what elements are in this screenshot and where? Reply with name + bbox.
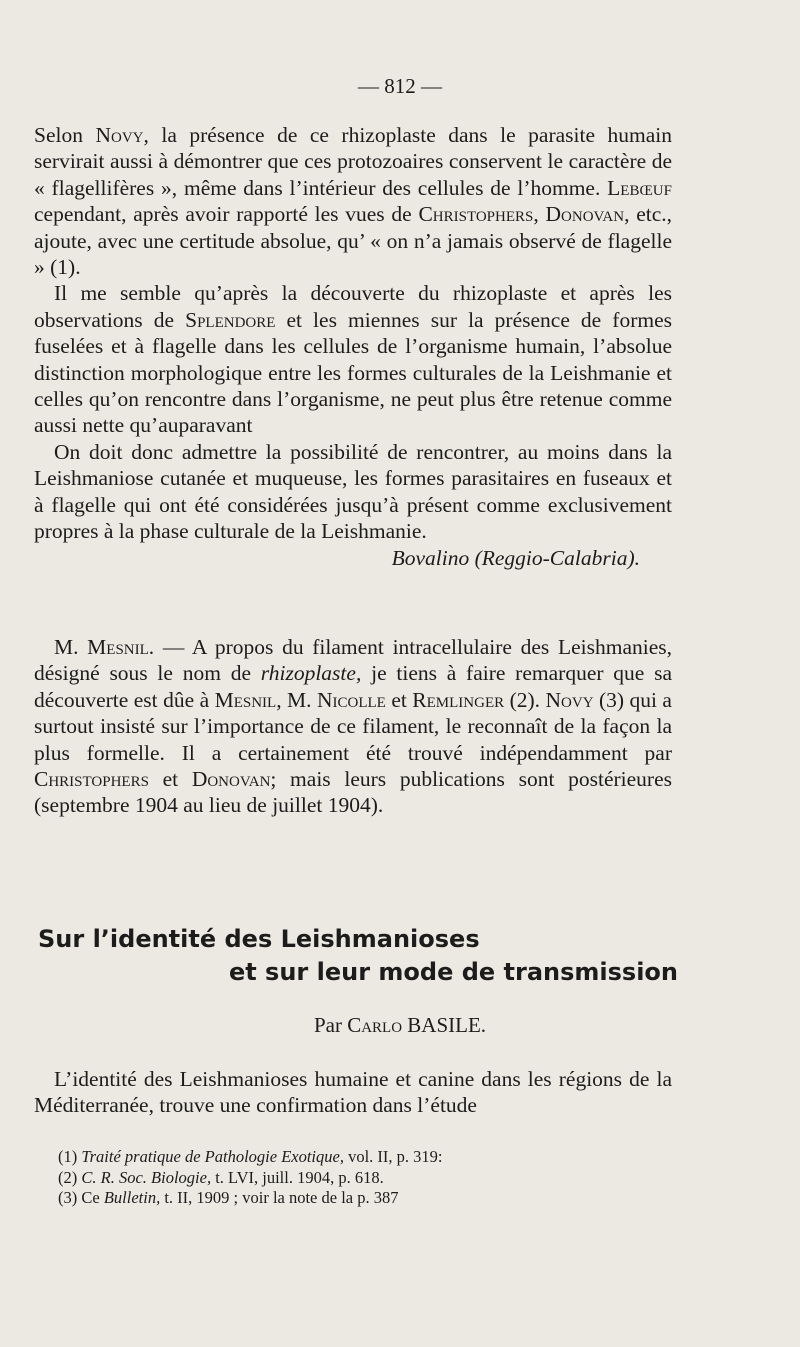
first-article-text: [34, 122, 672, 571]
footnote-source: C. R. Soc. Biologie,: [81, 1167, 212, 1187]
paragraph: L’identité des Leishmanioses humaine et canine dans les régions de la Méditerranée, trouve une confirmation dans l’étude: [34, 1067, 672, 1118]
author-name: Splendore: [185, 307, 276, 332]
author-name: Donovan: [191, 767, 271, 792]
text-span: Il me semble qu’après la découverte du rhizoplaste et après les observations de: [34, 281, 672, 332]
page-number: — 812 —: [358, 74, 442, 98]
text-span: et: [148, 767, 192, 792]
footnote-number: (3) Ce: [58, 1188, 104, 1207]
footnote-detail: t. LVI, juill. 1904, p. 618.: [211, 1167, 384, 1187]
author-line: [0, 1013, 800, 1038]
footnote-number: (1): [58, 1147, 82, 1166]
text-span: ,: [533, 202, 546, 227]
author-name: Christophers: [34, 767, 149, 792]
text-span: Selon: [34, 123, 96, 147]
author-prefix: Par: [313, 1013, 348, 1037]
text-span: cependant, après avoir rapporté les vues de: [34, 202, 419, 227]
footnote-number: (2): [58, 1167, 82, 1187]
text-span: je tiens à faire remarquer que sa découverte est dûe à: [34, 661, 672, 712]
footnote: [58, 1147, 443, 1168]
author-name: Mesnil: [214, 687, 277, 712]
author-name: Lebœuf: [607, 175, 672, 200]
paragraph: [34, 122, 672, 280]
article-body: [34, 1066, 672, 1119]
paragraph: [34, 634, 672, 819]
mesnil-comment: [34, 634, 672, 819]
signature-location: Bovalino (Reggio-Calabria).: [391, 545, 640, 570]
footnote-source: Bulletin,: [103, 1188, 161, 1207]
paragraph: On doit donc admettre la possibilité de rencontrer, au moins dans la Leishmaniose cutanée et muqueuse, les formes parasitaires en fuseaux et à flagelle qui ont été considérées jusqu’à présent comme exclusivement propres à la phase culturale de la Leishmanie.: [34, 439, 672, 544]
text-span: , M.: [276, 687, 317, 712]
author-name: Christophers: [418, 202, 534, 227]
author-name: Nicolle: [317, 687, 386, 712]
italic-term: rhizoplaste,: [260, 661, 362, 686]
author-name: Remlinger: [412, 687, 505, 712]
article-title-line-2: et sur leur mode de transmission: [228, 958, 678, 986]
footnote-detail: vol. II, p. 319:: [343, 1147, 443, 1166]
text-span: — A propos du filament intracellulaire des Leishmanies, désigné sous le nom de: [34, 635, 672, 686]
text-span: et: [385, 687, 413, 712]
author-surname: BASILE.: [402, 1013, 487, 1037]
footnote: [58, 1168, 443, 1189]
footnote-detail: t. II, 1909 ; voir la note de la p. 387: [160, 1188, 399, 1207]
author-name: Novy: [545, 687, 594, 712]
text-span: , etc., ajoute, avec une certitude absolue, qu’ « on n’a jamais observé de flagelle » (1).: [34, 202, 673, 280]
paragraph: [34, 280, 672, 438]
text-span: et les miennes sur la présence de formes fuselées et à flagelle dans les cellules de l’organisme humain, l’absolue distinction morphologique entre les formes culturales de la Leishmanie et celles qu’on rencontre dans l’organisme, ne peut plus être retenue comme aussi nette qu’auparavant: [34, 307, 672, 438]
text-span: (3) qui a surtout insisté sur l’importance de ce filament, le reconnaît de la façon la plus formelle. Il a certainement été trouvé indépendamment par: [34, 687, 672, 765]
text-span: (2).: [504, 687, 546, 712]
footnote-source: Traité pratique de Pathologie Exotique,: [81, 1147, 344, 1166]
author-name: Donovan: [545, 202, 625, 227]
author-first-name: Carlo: [347, 1013, 403, 1037]
footnotes: [58, 1147, 443, 1209]
text-span: ; mais leurs publications sont postérieures (septembre 1904 au lieu de juillet 1904).: [34, 767, 672, 818]
speaker-name: M. Mesnil.: [54, 635, 155, 659]
author-name: Novy: [95, 123, 144, 147]
article-title-line-1: Sur l’identité des Leishmanioses: [38, 925, 480, 953]
footnote: [58, 1188, 443, 1209]
text-span: , la présence de ce rhizoplaste dans le parasite humain servirait aussi à démontrer que ces protozoaires conservent le caractère de « flagellifères », même dans l’intérieur des cellules de l’homme.: [34, 123, 672, 200]
